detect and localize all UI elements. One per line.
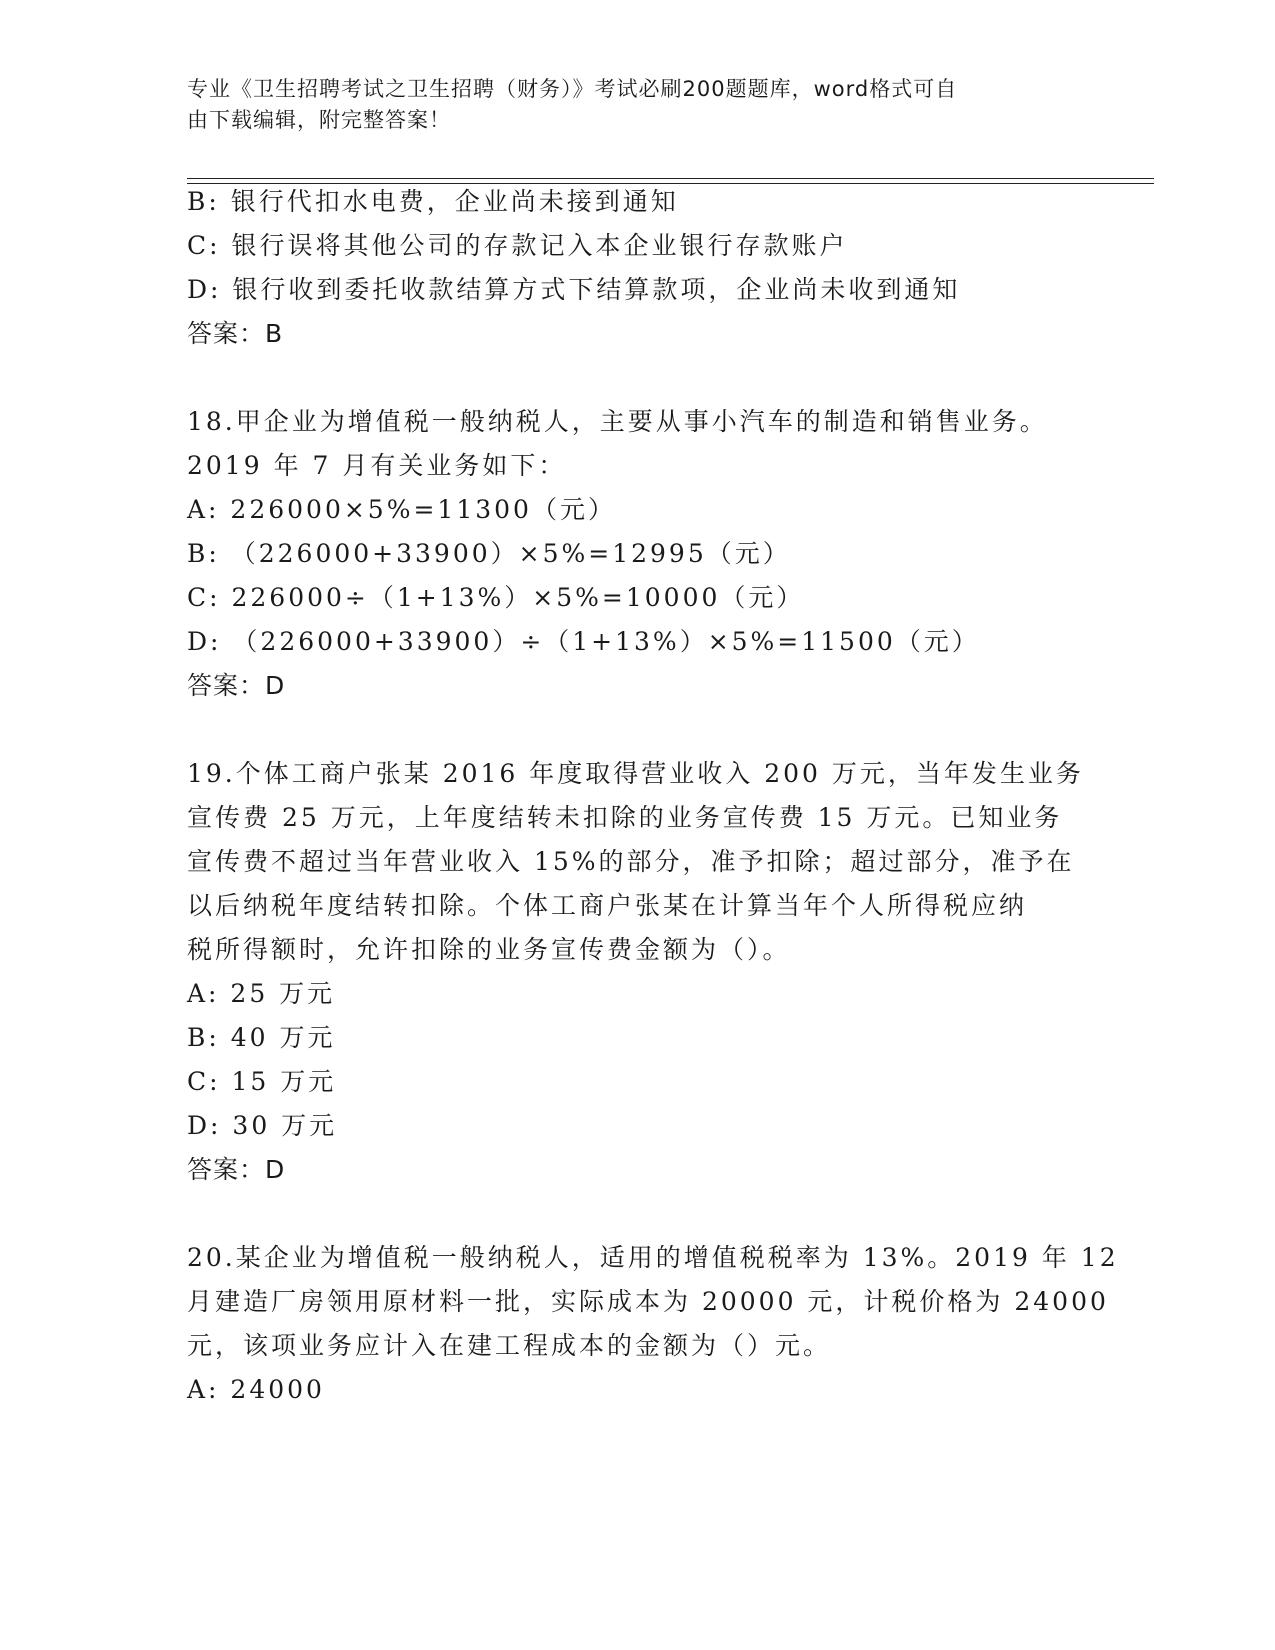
document-header [187,74,1067,136]
q19-option-a: A: 25 万元 [187,979,336,1008]
q18-stem-line-2: 2019 年 7 月有关业务如下： [187,451,567,480]
q18-option-a: A: 226000×5%=11300（元） [187,495,616,524]
q18-option-c: C: 226000÷（1+13%）×5%=10000（元） [187,583,805,612]
q18-answer: 答案：D [187,671,286,700]
q19-stem-line-1: 19.个体工商户张某 2016 年度取得营业收入 200 万元，当年发生业务 [187,759,1084,788]
q20-stem-line-1: 20.某企业为增值税一般纳税人，适用的增值税税率为 13%。2019 年 12 [187,1243,1119,1272]
q17-option-b: B: 银行代扣水电费，企业尚未接到通知 [187,187,679,216]
q19-stem-line-3: 宣传费不超过当年营业收入 15%的部分，准予扣除；超过部分，准予在 [187,847,1075,876]
q18-option-b: B: （226000+33900）×5%=12995（元） [187,539,791,568]
q19-option-d: D: 30 万元 [187,1111,338,1140]
q19-option-b: B: 40 万元 [187,1023,336,1052]
q20-option-a: A: 24000 [187,1375,325,1404]
q19-stem-line-2: 宣传费 25 万元，上年度结转未扣除的业务宣传费 15 万元。已知业务 [187,803,1063,832]
header-line-1: 专业《卫生招聘考试之卫生招聘（财务）》考试必刷200题题库，word格式可自 [187,77,958,101]
q19-option-c: C: 15 万元 [187,1067,337,1096]
q20-stem-line-3: 元，该项业务应计入在建工程成本的金额为（）元。 [187,1331,832,1360]
q17-answer: 答案：B [187,319,284,348]
q20-stem-line-2: 月建造厂房领用原材料一批，实际成本为 20000 元，计税价格为 24000 [187,1287,1109,1316]
q18-option-d: D: （226000+33900）÷（1+13%）×5%=11500（元） [187,627,980,656]
q18-stem-line-1: 18.甲企业为增值税一般纳税人，主要从事小汽车的制造和销售业务。 [187,407,1048,436]
q19-stem-line-4: 以后纳税年度结转扣除。个体工商户张某在计算当年个人所得税应纳 [187,891,1028,920]
header-divider-top [187,178,1154,179]
q17-option-d: D: 银行收到委托收款结算方式下结算款项，企业尚未收到通知 [187,275,961,304]
q17-option-c: C: 银行误将其他公司的存款记入本企业银行存款账户 [187,231,848,260]
header-divider-bottom [187,183,1154,184]
header-line-2: 由下载编辑，附完整答案！ [187,108,451,132]
q19-answer: 答案：D [187,1155,286,1184]
q19-stem-line-5: 税所得额时，允许扣除的业务宣传费金额为（）。 [187,935,791,964]
